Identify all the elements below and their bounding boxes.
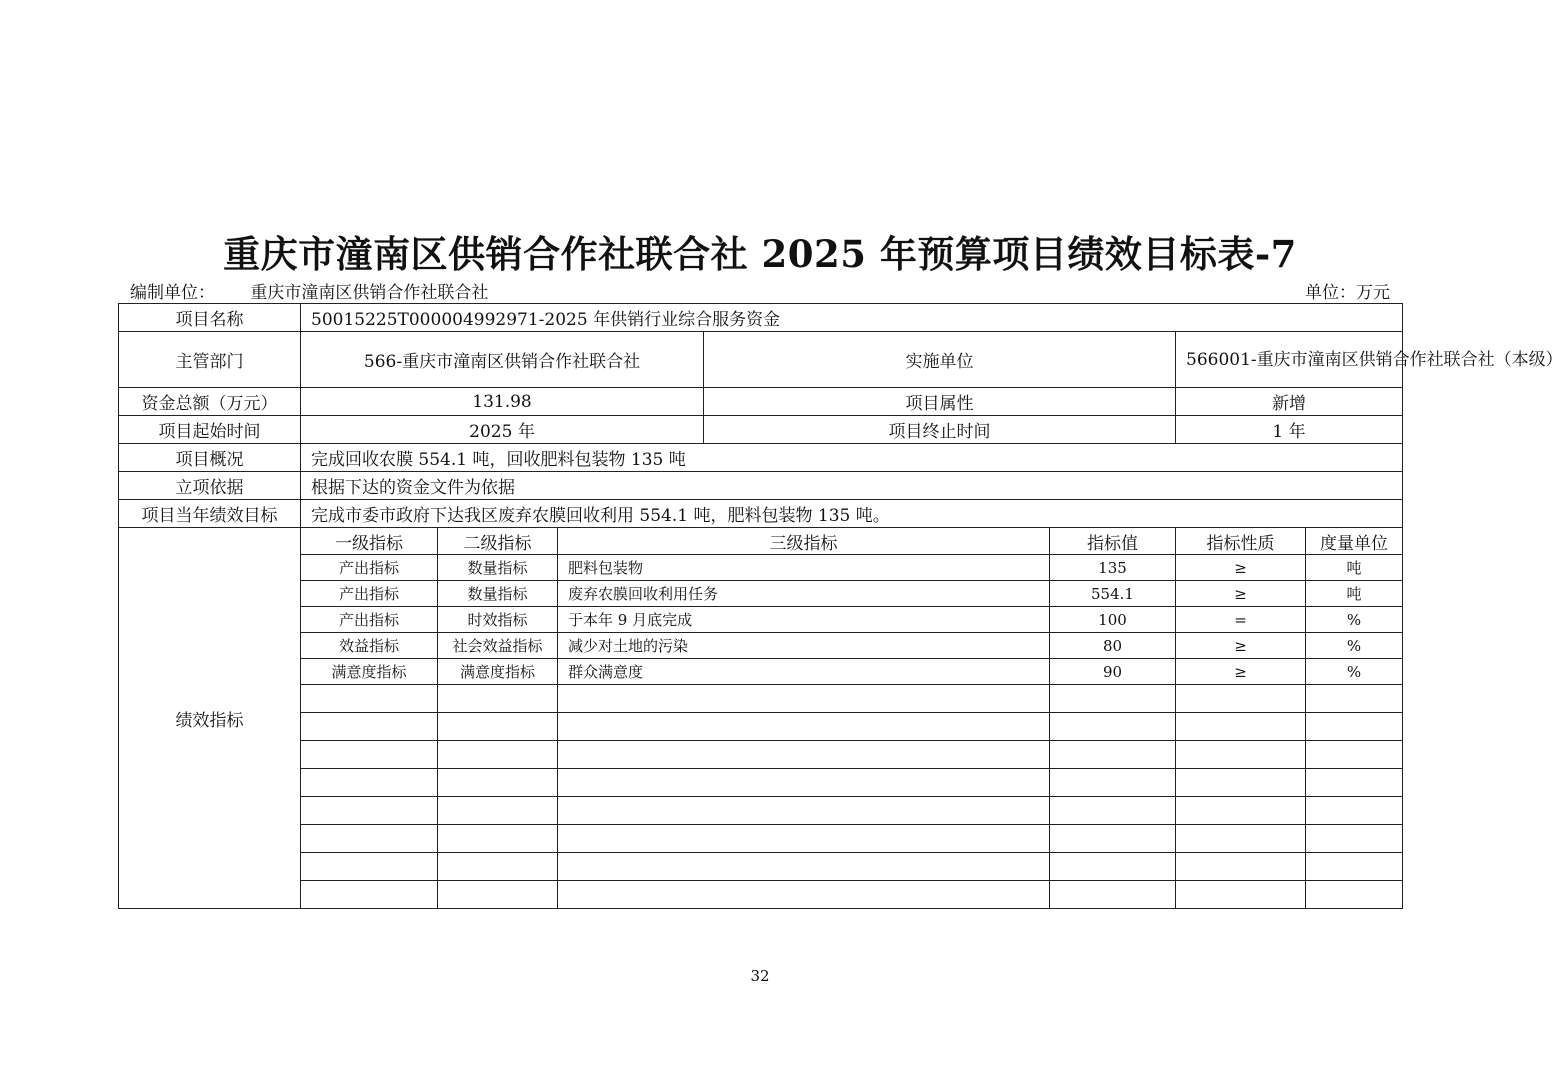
empty-cell — [1306, 881, 1403, 909]
empty-cell — [301, 853, 438, 881]
level2-cell: 数量指标 — [438, 581, 558, 607]
table-row — [119, 633, 1403, 659]
level1-cell: 满意度指标 — [301, 659, 438, 685]
empty-cell — [1306, 713, 1403, 741]
empty-cell — [558, 825, 1050, 853]
row-goal — [119, 500, 1403, 528]
empty-cell — [558, 769, 1050, 797]
unit-cell: 吨 — [1306, 555, 1403, 581]
nature-cell: ≥ — [1176, 581, 1306, 607]
nature-cell: ≥ — [1176, 555, 1306, 581]
empty-cell — [1050, 853, 1176, 881]
project-name-label: 项目名称 — [119, 304, 301, 332]
empty-cell — [1176, 853, 1306, 881]
empty-cell — [1176, 685, 1306, 713]
row-fund — [119, 388, 1403, 416]
nature-cell: = — [1176, 607, 1306, 633]
empty-cell — [1176, 741, 1306, 769]
attr-value: 新增 — [1176, 388, 1403, 416]
empty-cell — [1050, 769, 1176, 797]
empty-cell — [558, 685, 1050, 713]
empty-cell — [438, 797, 558, 825]
empty-cell — [1306, 797, 1403, 825]
level1-cell: 效益指标 — [301, 633, 438, 659]
empty-cell — [1306, 825, 1403, 853]
empty-cell — [1176, 825, 1306, 853]
end-value: 1 年 — [1176, 416, 1403, 444]
basis-label: 立项依据 — [119, 472, 301, 500]
indicator-header-row — [119, 528, 1403, 555]
empty-cell — [558, 853, 1050, 881]
compiling-unit-value: 重庆市潼南区供销合作社联合社 — [250, 283, 489, 303]
empty-cell — [558, 797, 1050, 825]
start-value: 2025 年 — [301, 416, 704, 444]
empty-cell — [1176, 797, 1306, 825]
empty-cell — [301, 881, 438, 909]
empty-cell — [438, 881, 558, 909]
empty-cell — [438, 685, 558, 713]
compiling-unit — [130, 278, 488, 303]
empty-cell — [301, 685, 438, 713]
empty-cell — [438, 825, 558, 853]
table-row — [119, 607, 1403, 633]
unit-cell: % — [1306, 607, 1403, 633]
level2-cell: 满意度指标 — [438, 659, 558, 685]
project-name-value: 50015225T000004992971-2025 年供销行业综合服务资金 — [301, 304, 1403, 332]
nature-cell: ≥ — [1176, 659, 1306, 685]
empty-row — [119, 741, 1403, 769]
empty-row — [119, 797, 1403, 825]
dept-value: 566-重庆市潼南区供销合作社联合社 — [301, 332, 704, 388]
goal-label: 项目当年绩效目标 — [119, 500, 301, 528]
compiling-unit-label: 编制单位： — [130, 283, 215, 303]
empty-cell — [301, 797, 438, 825]
value-cell: 100 — [1050, 607, 1176, 633]
empty-cell — [1050, 881, 1176, 909]
table-row — [119, 555, 1403, 581]
level3-cell: 废弃农膜回收利用任务 — [558, 581, 1050, 607]
empty-row — [119, 685, 1403, 713]
value-cell: 90 — [1050, 659, 1176, 685]
empty-cell — [1176, 769, 1306, 797]
empty-cell — [1306, 741, 1403, 769]
level1-cell: 产出指标 — [301, 607, 438, 633]
empty-row — [119, 713, 1403, 741]
level3-cell: 肥料包装物 — [558, 555, 1050, 581]
empty-cell — [438, 853, 558, 881]
empty-row — [119, 853, 1403, 881]
level1-cell: 产出指标 — [301, 555, 438, 581]
level3-cell: 于本年 9 月底完成 — [558, 607, 1050, 633]
overview-label: 项目概况 — [119, 444, 301, 472]
dept-label: 主管部门 — [119, 332, 301, 388]
empty-cell — [1306, 685, 1403, 713]
row-basis — [119, 472, 1403, 500]
end-label: 项目终止时间 — [704, 416, 1176, 444]
empty-cell — [1050, 741, 1176, 769]
level2-cell: 时效指标 — [438, 607, 558, 633]
empty-row — [119, 769, 1403, 797]
empty-row — [119, 825, 1403, 853]
empty-cell — [1050, 713, 1176, 741]
row-overview — [119, 444, 1403, 472]
header-value: 指标值 — [1050, 528, 1176, 555]
empty-cell — [1176, 881, 1306, 909]
level3-cell: 群众满意度 — [558, 659, 1050, 685]
basis-value: 根据下达的资金文件为依据 — [301, 472, 1403, 500]
page-number: 32 — [750, 967, 770, 985]
empty-cell — [301, 825, 438, 853]
level2-cell: 数量指标 — [438, 555, 558, 581]
empty-cell — [438, 741, 558, 769]
fund-label: 资金总额（万元） — [119, 388, 301, 416]
performance-table — [118, 303, 1563, 909]
unit-cell: % — [1306, 659, 1403, 685]
row-department — [119, 332, 1403, 388]
level1-cell: 产出指标 — [301, 581, 438, 607]
empty-cell — [438, 713, 558, 741]
table-row — [119, 659, 1403, 685]
page-title: 重庆市潼南区供销合作社联合社 2025 年预算项目绩效目标表-7 — [223, 232, 1297, 276]
empty-cell — [1306, 769, 1403, 797]
empty-row — [119, 881, 1403, 909]
currency-unit: 单位：万元 — [1305, 283, 1390, 303]
unit-cell: % — [1306, 633, 1403, 659]
value-cell: 135 — [1050, 555, 1176, 581]
level2-cell: 社会效益指标 — [438, 633, 558, 659]
header-nature: 指标性质 — [1176, 528, 1306, 555]
header-level3: 三级指标 — [558, 528, 1050, 555]
value-cell: 80 — [1050, 633, 1176, 659]
empty-cell — [1050, 797, 1176, 825]
empty-cell — [301, 769, 438, 797]
empty-cell — [301, 713, 438, 741]
empty-cell — [1050, 825, 1176, 853]
row-time — [119, 416, 1403, 444]
nature-cell: ≥ — [1176, 633, 1306, 659]
header-level2: 二级指标 — [438, 528, 558, 555]
start-label: 项目起始时间 — [119, 416, 301, 444]
fund-value: 131.98 — [301, 388, 704, 416]
impl-label: 实施单位 — [704, 332, 1176, 388]
overview-value: 完成回收农膜 554.1 吨，回收肥料包装物 135 吨 — [301, 444, 1403, 472]
empty-cell — [301, 741, 438, 769]
table-row — [119, 581, 1403, 607]
row-project-name — [119, 304, 1403, 332]
attr-label: 项目属性 — [704, 388, 1176, 416]
empty-cell — [558, 881, 1050, 909]
goal-value: 完成市委市政府下达我区废弃农膜回收利用 554.1 吨，肥料包装物 135 吨。 — [301, 500, 1403, 528]
empty-cell — [558, 713, 1050, 741]
indicators-section-label: 绩效指标 — [119, 528, 301, 909]
unit-cell: 吨 — [1306, 581, 1403, 607]
empty-cell — [1306, 853, 1403, 881]
impl-value: 566001-重庆市潼南区供销合作社联合社（本级） — [1176, 332, 1403, 388]
value-cell: 554.1 — [1050, 581, 1176, 607]
empty-cell — [558, 741, 1050, 769]
empty-cell — [1050, 685, 1176, 713]
empty-cell — [1176, 713, 1306, 741]
header-level1: 一级指标 — [301, 528, 438, 555]
header-unit: 度量单位 — [1306, 528, 1403, 555]
empty-cell — [438, 769, 558, 797]
level3-cell: 减少对土地的污染 — [558, 633, 1050, 659]
